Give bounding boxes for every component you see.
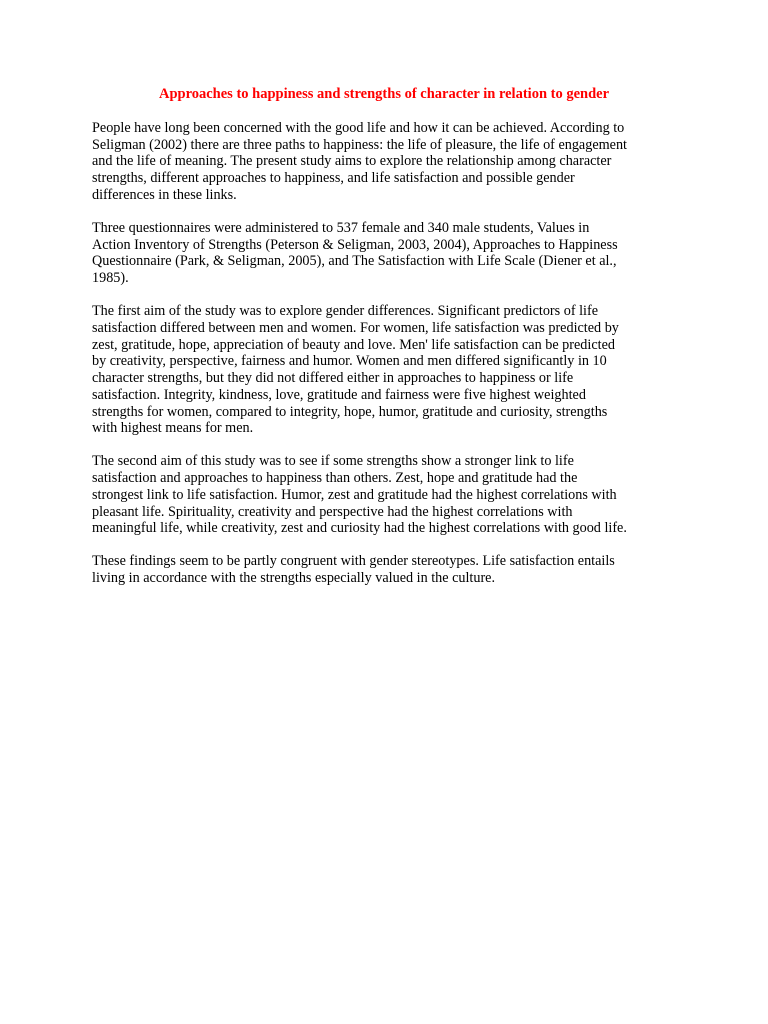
text-line: The first aim of the study was to explore gender differences. Significant predictors of life (92, 303, 598, 320)
text-line: zest, gratitude, hope, appreciation of beauty and love. Men' life satisfaction can be predicted (92, 336, 615, 353)
text-line: Three questionnaires were administered to 537 female and 340 male students, Values in (92, 220, 590, 237)
text-line: Action Inventory of Strengths (Peterson & Seligman, 2003, 2004), Approaches to Happiness (92, 236, 618, 253)
paragraph-conclusion (92, 553, 682, 586)
text-line: Seligman (2002) there are three paths to happiness: the life of pleasure, the life of engagement (92, 136, 627, 153)
text-line: 1985). (92, 270, 129, 287)
document-title: Approaches to happiness and strengths of character in relation to gender (158, 86, 610, 102)
text-line: with highest means for men. (92, 420, 254, 437)
text-line: living in accordance with the strengths especially valued in the culture. (92, 570, 496, 587)
text-line: by creativity, perspective, fairness and humor. Women and men differed significantly in 10 (92, 353, 607, 370)
paragraph-second-aim (92, 453, 682, 537)
text-line: differences in these links. (92, 186, 237, 203)
text-line: Questionnaire (Park, & Seligman, 2005), and The Satisfaction with Life Scale (Diener et al., (92, 253, 617, 270)
text-line: and the life of meaning. The present study aims to explore the relationship among character (92, 153, 612, 170)
text-line: strongest link to life satisfaction. Humor, zest and gratitude had the highest correlations with (92, 486, 617, 503)
text-line: These findings seem to be partly congruent with gender stereotypes. Life satisfaction entails (92, 553, 615, 570)
paragraph-method (92, 220, 682, 287)
text-line: satisfaction and approaches to happiness than others. Zest, hope and gratitude had the (92, 470, 578, 487)
text-line: strengths, different approaches to happiness, and life satisfaction and possible gender (92, 170, 575, 187)
document-body (92, 120, 682, 603)
paragraph-first-aim (92, 303, 682, 437)
text-line: satisfaction. Integrity, kindness, love, gratitude and fairness were five highest weighted (92, 386, 586, 403)
paragraph-introduction (92, 120, 682, 204)
text-line: strengths for women, compared to integrity, hope, humor, gratitude and curiosity, strengths (92, 403, 608, 420)
text-line: meaningful life, while creativity, zest and curiosity had the highest correlations with good life. (92, 520, 627, 537)
text-line: character strengths, but they did not differed either in approaches to happiness or life (92, 370, 574, 387)
text-line: pleasant life. Spirituality, creativity and perspective had the highest correlations with (92, 503, 573, 520)
text-line: The second aim of this study was to see if some strengths show a stronger link to life (92, 453, 574, 470)
text-line: satisfaction differed between men and women. For women, life satisfaction was predicted by (92, 320, 619, 337)
text-line: People have long been concerned with the good life and how it can be achieved. According to (92, 120, 625, 136)
